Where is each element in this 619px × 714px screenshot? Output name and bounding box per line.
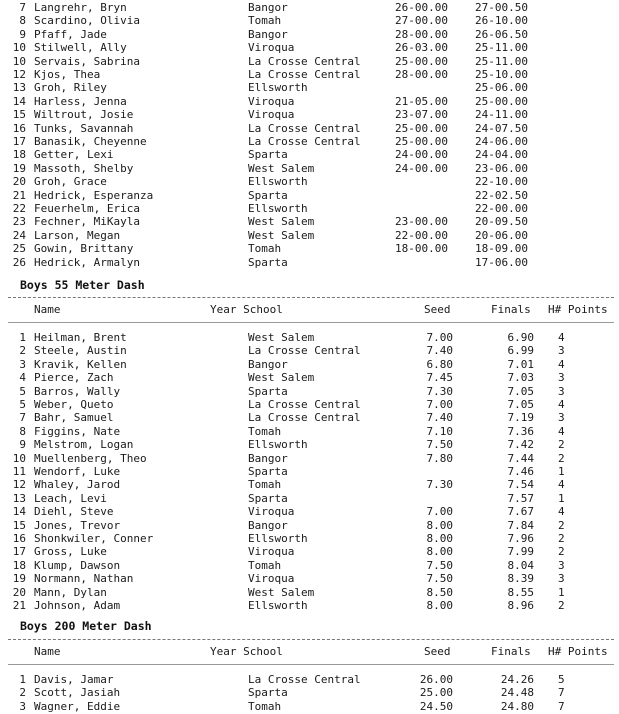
school-cell: Sparta — [248, 491, 288, 505]
seed-mark-cell: 22-00.00 — [395, 228, 448, 242]
table-row — [0, 148, 619, 161]
header-year-school: Year School — [210, 303, 283, 316]
final-time-cell: 8.39 — [507, 572, 534, 586]
table-row — [0, 411, 619, 424]
place-cell: 4 — [19, 371, 26, 385]
place-cell: 11 — [12, 465, 26, 478]
header-seed: Seed — [424, 645, 451, 658]
athlete-name-cell: Langrehr, Bryn — [34, 1, 127, 14]
heat-number-cell: 5 — [558, 673, 565, 686]
school-cell: Sparta — [248, 148, 288, 162]
final-time-cell: 7.96 — [507, 532, 534, 545]
school-cell: La Crosse Central — [248, 135, 361, 148]
seed-time-cell: 7.40 — [426, 344, 453, 358]
school-cell: Viroqua — [248, 572, 295, 586]
school-cell: Bangor — [248, 27, 288, 41]
final-time-cell: 7.67 — [507, 505, 534, 519]
heat-number-cell: 1 — [558, 465, 565, 478]
table-row — [0, 559, 619, 572]
place-cell: 14 — [12, 94, 26, 108]
final-time-cell: 6.99 — [507, 344, 534, 358]
school-cell: La Crosse Central — [248, 398, 361, 411]
school-cell: Tomah — [248, 558, 282, 572]
table-row — [0, 189, 619, 202]
final-mark-cell: 17-06.00 — [475, 255, 528, 269]
header-finals: Finals — [491, 303, 531, 316]
seed-mark-cell: 21-05.00 — [395, 94, 448, 108]
table-row — [0, 175, 619, 188]
table-row — [0, 425, 619, 438]
final-time-cell: 6.90 — [507, 331, 534, 344]
table-row — [0, 505, 619, 518]
final-time-cell: 7.05 — [507, 384, 534, 398]
table-row — [0, 599, 619, 612]
school-cell: Ellsworth — [248, 202, 308, 215]
header-rule-bottom — [8, 322, 614, 323]
final-mark-cell: 25-11.00 — [475, 41, 528, 55]
athlete-name-cell: Klump, Dawson — [34, 558, 121, 572]
table-row — [0, 478, 619, 491]
final-mark-cell: 23-06.00 — [475, 161, 528, 175]
place-cell: 16 — [12, 532, 26, 545]
seed-time-cell: 7.00 — [426, 331, 453, 344]
final-mark-cell: 22-02.50 — [475, 188, 528, 202]
athlete-name-cell: Banasik, Cheyenne — [34, 135, 147, 148]
place-cell: 10 — [12, 451, 26, 465]
header-rule-top — [8, 297, 614, 298]
school-cell: Ellsworth — [248, 81, 308, 95]
table-row — [0, 519, 619, 532]
table-row — [0, 673, 619, 686]
final-mark-cell: 20-09.50 — [475, 215, 528, 229]
heat-number-cell: 3 — [558, 384, 565, 398]
place-cell: 7 — [19, 411, 26, 425]
school-cell: Sparta — [248, 255, 288, 269]
seed-mark-cell: 26-03.00 — [395, 41, 448, 55]
final-time-cell: 24.26 — [500, 673, 534, 686]
place-cell: 19 — [12, 161, 26, 175]
athlete-name-cell: Servais, Sabrina — [34, 54, 140, 68]
table-row — [0, 14, 619, 27]
final-time-cell: 24.80 — [500, 699, 534, 713]
athlete-name-cell: Barros, Wally — [34, 384, 121, 398]
athlete-name-cell: Kravik, Kellen — [34, 357, 127, 371]
school-cell: Tomah — [248, 14, 282, 28]
athlete-name-cell: Steele, Austin — [34, 344, 127, 358]
school-cell: West Salem — [248, 371, 315, 385]
seed-mark-cell: 25-00.00 — [395, 54, 448, 68]
final-time-cell: 7.19 — [507, 411, 534, 425]
final-mark-cell: 26-10.00 — [475, 14, 528, 28]
table-row — [0, 55, 619, 68]
athlete-name-cell: Gowin, Brittany — [34, 242, 134, 256]
table-row — [0, 344, 619, 357]
place-cell: 18 — [12, 558, 26, 572]
final-time-cell: 7.57 — [507, 491, 534, 505]
place-cell: 26 — [12, 255, 26, 269]
heat-number-cell: 7 — [558, 686, 565, 700]
final-mark-cell: 24-06.00 — [475, 135, 528, 148]
athlete-name-cell: Bahr, Samuel — [34, 411, 114, 425]
seed-time-cell: 26.00 — [419, 673, 453, 686]
table-row — [0, 162, 619, 175]
table-row — [0, 41, 619, 54]
seed-time-cell: 8.00 — [426, 518, 453, 532]
seed-time-cell: 7.45 — [426, 371, 453, 385]
heat-number-cell: 7 — [558, 699, 565, 713]
table-row — [0, 385, 619, 398]
heat-number-cell: 1 — [558, 491, 565, 505]
athlete-name-cell: Whaley, Jarod — [34, 478, 121, 492]
place-cell: 24 — [12, 228, 26, 242]
header-heat-points: H# Points — [548, 645, 608, 658]
place-cell: 25 — [12, 242, 26, 256]
seed-time-cell: 8.00 — [426, 545, 453, 559]
athlete-name-cell: Muellenberg, Theo — [34, 451, 147, 465]
school-cell: Sparta — [248, 686, 288, 700]
header-name: Name — [34, 645, 61, 658]
place-cell: 5 — [19, 384, 26, 398]
school-cell: La Crosse Central — [248, 344, 361, 358]
final-time-cell: 7.36 — [507, 424, 534, 438]
table-row — [0, 108, 619, 121]
table-row — [0, 452, 619, 465]
school-cell: Sparta — [248, 384, 288, 398]
seed-mark-cell: 24-00.00 — [395, 161, 448, 175]
athlete-name-cell: Tunks, Savannah — [34, 121, 134, 135]
table-row — [0, 371, 619, 384]
final-mark-cell: 22-10.00 — [475, 175, 528, 189]
seed-time-cell: 8.00 — [426, 599, 453, 612]
seed-mark-cell: 26-00.00 — [395, 1, 448, 14]
school-cell: Viroqua — [248, 108, 295, 122]
athlete-name-cell: Davis, Jamar — [34, 673, 114, 686]
place-cell: 5 — [19, 398, 26, 411]
school-cell: West Salem — [248, 228, 315, 242]
table-row — [0, 532, 619, 545]
heat-number-cell: 2 — [558, 438, 565, 452]
table-row — [0, 229, 619, 242]
seed-time-cell: 7.30 — [426, 384, 453, 398]
table-row — [0, 398, 619, 411]
table-row — [0, 256, 619, 269]
school-cell: La Crosse Central — [248, 411, 361, 425]
place-cell: 8 — [19, 424, 26, 438]
heat-number-cell: 3 — [558, 344, 565, 358]
seed-time-cell: 7.80 — [426, 451, 453, 465]
athlete-name-cell: Larson, Megan — [34, 228, 121, 242]
athlete-name-cell: Hedrick, Esperanza — [34, 188, 154, 202]
final-mark-cell: 26-06.50 — [475, 27, 528, 41]
athlete-name-cell: Shonkwiler, Conner — [34, 532, 154, 545]
header-rule-bottom — [8, 664, 614, 665]
heat-number-cell: 2 — [558, 451, 565, 465]
seed-mark-cell: 28-00.00 — [395, 27, 448, 41]
place-cell: 13 — [12, 81, 26, 95]
athlete-name-cell: Heilman, Brent — [34, 331, 127, 344]
athlete-name-cell: Scardino, Olivia — [34, 14, 140, 28]
place-cell: 19 — [12, 572, 26, 586]
school-cell: Viroqua — [248, 545, 295, 559]
school-cell: Sparta — [248, 465, 288, 478]
school-cell: Tomah — [248, 242, 282, 256]
seed-mark-cell: 28-00.00 — [395, 68, 448, 81]
place-cell: 21 — [12, 188, 26, 202]
table-row — [0, 586, 619, 599]
seed-time-cell: 8.00 — [426, 532, 453, 545]
final-mark-cell: 25-11.00 — [475, 54, 528, 68]
seed-mark-cell: 18-00.00 — [395, 242, 448, 256]
table-row — [0, 465, 619, 478]
athlete-name-cell: Weber, Queto — [34, 398, 114, 411]
place-cell: 17 — [12, 545, 26, 559]
heat-number-cell: 4 — [558, 505, 565, 519]
table-row — [0, 700, 619, 713]
final-time-cell: 7.05 — [507, 398, 534, 411]
final-mark-cell: 25-10.00 — [475, 68, 528, 81]
final-time-cell: 7.54 — [507, 478, 534, 492]
athlete-name-cell: Pfaff, Jade — [34, 27, 107, 41]
heat-number-cell: 3 — [558, 411, 565, 425]
table-row — [0, 492, 619, 505]
heat-number-cell: 3 — [558, 572, 565, 586]
seed-mark-cell: 24-00.00 — [395, 148, 448, 162]
school-cell: West Salem — [248, 585, 315, 599]
seed-mark-cell: 23-00.00 — [395, 215, 448, 229]
seed-time-cell: 6.80 — [426, 357, 453, 371]
final-time-cell: 7.03 — [507, 371, 534, 385]
final-mark-cell: 25-00.00 — [475, 94, 528, 108]
athlete-name-cell: Gross, Luke — [34, 545, 107, 559]
heat-number-cell: 1 — [558, 585, 565, 599]
school-cell: La Crosse Central — [248, 54, 361, 68]
column-header-row — [0, 303, 619, 316]
heat-number-cell: 4 — [558, 357, 565, 371]
place-cell: 20 — [12, 585, 26, 599]
athlete-name-cell: Diehl, Steve — [34, 505, 114, 519]
heat-number-cell: 4 — [558, 398, 565, 411]
final-time-cell: 7.84 — [507, 518, 534, 532]
seed-mark-cell: 23-07.00 — [395, 108, 448, 122]
athlete-name-cell: Stilwell, Ally — [34, 41, 127, 55]
seed-time-cell: 7.30 — [426, 478, 453, 492]
school-cell: Bangor — [248, 1, 288, 14]
athlete-name-cell: Harless, Jenna — [34, 94, 127, 108]
school-cell: Viroqua — [248, 94, 295, 108]
place-cell: 15 — [12, 518, 26, 532]
school-cell: Ellsworth — [248, 438, 308, 452]
athlete-name-cell: Fechner, MiKayla — [34, 215, 140, 229]
place-cell: 15 — [12, 108, 26, 122]
place-cell: 2 — [19, 686, 26, 700]
athlete-name-cell: Mann, Dylan — [34, 585, 107, 599]
table-row — [0, 215, 619, 228]
seed-time-cell: 24.50 — [419, 699, 453, 713]
school-cell: Tomah — [248, 699, 282, 713]
athlete-name-cell: Figgins, Nate — [34, 424, 121, 438]
final-time-cell: 7.42 — [507, 438, 534, 452]
final-time-cell: 24.48 — [500, 686, 534, 700]
place-cell: 22 — [12, 202, 26, 215]
header-rule-top — [8, 639, 614, 640]
heat-number-cell: 4 — [558, 331, 565, 344]
heat-number-cell: 2 — [558, 532, 565, 545]
athlete-name-cell: Groh, Grace — [34, 175, 107, 189]
section-title-boys-200m: Boys 200 Meter Dash — [20, 619, 152, 633]
place-cell: 16 — [12, 121, 26, 135]
place-cell: 21 — [12, 599, 26, 612]
school-cell: Viroqua — [248, 41, 295, 55]
table-row — [0, 438, 619, 451]
seed-time-cell: 7.10 — [426, 424, 453, 438]
athlete-name-cell: Melstrom, Logan — [34, 438, 134, 452]
final-mark-cell: 18-09.00 — [475, 242, 528, 256]
place-cell: 1 — [19, 673, 26, 686]
place-cell: 13 — [12, 491, 26, 505]
school-cell: Ellsworth — [248, 175, 308, 189]
place-cell: 8 — [19, 14, 26, 28]
heat-number-cell: 3 — [558, 558, 565, 572]
athlete-name-cell: Hedrick, Armalyn — [34, 255, 140, 269]
final-time-cell: 7.99 — [507, 545, 534, 559]
seed-time-cell: 25.00 — [419, 686, 453, 700]
athlete-name-cell: Groh, Riley — [34, 81, 107, 95]
place-cell: 10 — [12, 54, 26, 68]
final-mark-cell: 24-04.00 — [475, 148, 528, 162]
seed-time-cell: 7.00 — [426, 505, 453, 519]
table-row — [0, 122, 619, 135]
school-cell: West Salem — [248, 161, 315, 175]
school-cell: Sparta — [248, 188, 288, 202]
final-mark-cell: 27-00.50 — [475, 1, 528, 14]
final-time-cell: 8.96 — [507, 599, 534, 612]
place-cell: 23 — [12, 215, 26, 229]
table-row — [0, 68, 619, 81]
place-cell: 3 — [19, 699, 26, 713]
athlete-name-cell: Massoth, Shelby — [34, 161, 134, 175]
final-mark-cell: 22-00.00 — [475, 202, 528, 215]
section-title-boys-55m: Boys 55 Meter Dash — [20, 278, 145, 292]
athlete-name-cell: Jones, Trevor — [34, 518, 121, 532]
header-year-school: Year School — [210, 645, 283, 658]
place-cell: 20 — [12, 175, 26, 189]
school-cell: Bangor — [248, 451, 288, 465]
header-heat-points: H# Points — [548, 303, 608, 316]
table-row — [0, 135, 619, 148]
final-time-cell: 7.01 — [507, 357, 534, 371]
seed-time-cell: 7.50 — [426, 572, 453, 586]
seed-time-cell: 8.50 — [426, 585, 453, 599]
heat-number-cell: 2 — [558, 518, 565, 532]
table-row — [0, 545, 619, 558]
header-finals: Finals — [491, 645, 531, 658]
column-header-row — [0, 645, 619, 658]
heat-number-cell: 2 — [558, 545, 565, 559]
table-row — [0, 202, 619, 215]
heat-number-cell: 2 — [558, 599, 565, 612]
final-mark-cell: 24-11.00 — [475, 108, 528, 122]
seed-time-cell: 7.40 — [426, 411, 453, 425]
school-cell: Bangor — [248, 357, 288, 371]
athlete-name-cell: Kjos, Thea — [34, 68, 101, 81]
athlete-name-cell: Normann, Nathan — [34, 572, 134, 586]
place-cell: 7 — [19, 1, 26, 14]
final-time-cell: 7.44 — [507, 451, 534, 465]
place-cell: 1 — [19, 331, 26, 344]
place-cell: 17 — [12, 135, 26, 148]
table-row — [0, 331, 619, 344]
school-cell: Tomah — [248, 478, 282, 492]
place-cell: 14 — [12, 505, 26, 519]
school-cell: La Crosse Central — [248, 673, 361, 686]
seed-mark-cell: 25-00.00 — [395, 121, 448, 135]
athlete-name-cell: Getter, Lexi — [34, 148, 114, 162]
school-cell: Tomah — [248, 424, 282, 438]
place-cell: 12 — [12, 68, 26, 81]
table-row — [0, 28, 619, 41]
athlete-name-cell: Wiltrout, Josie — [34, 108, 134, 122]
table-row — [0, 242, 619, 255]
place-cell: 18 — [12, 148, 26, 162]
school-cell: La Crosse Central — [248, 68, 361, 81]
table-row — [0, 572, 619, 585]
athlete-name-cell: Scott, Jasiah — [34, 686, 121, 700]
header-name: Name — [34, 303, 61, 316]
place-cell: 12 — [12, 478, 26, 492]
heat-number-cell: 3 — [558, 371, 565, 385]
school-cell: Ellsworth — [248, 599, 308, 612]
final-mark-cell: 25-06.00 — [475, 81, 528, 95]
place-cell: 3 — [19, 357, 26, 371]
table-row — [0, 81, 619, 94]
place-cell: 10 — [12, 41, 26, 55]
table-row — [0, 686, 619, 699]
table-row — [0, 95, 619, 108]
school-cell: La Crosse Central — [248, 121, 361, 135]
heat-number-cell: 4 — [558, 424, 565, 438]
place-cell: 2 — [19, 344, 26, 358]
table-row — [0, 1, 619, 14]
athlete-name-cell: Wendorf, Luke — [34, 465, 121, 478]
seed-time-cell: 7.50 — [426, 438, 453, 452]
athlete-name-cell: Wagner, Eddie — [34, 699, 121, 713]
school-cell: West Salem — [248, 331, 315, 344]
seed-mark-cell: 25-00.00 — [395, 135, 448, 148]
school-cell: Viroqua — [248, 505, 295, 519]
table-row — [0, 358, 619, 371]
athlete-name-cell: Pierce, Zach — [34, 371, 114, 385]
place-cell: 9 — [19, 438, 26, 452]
school-cell: Ellsworth — [248, 532, 308, 545]
athlete-name-cell: Leach, Levi — [34, 491, 107, 505]
final-mark-cell: 20-06.00 — [475, 228, 528, 242]
heat-number-cell: 4 — [558, 478, 565, 492]
seed-time-cell: 7.50 — [426, 558, 453, 572]
header-seed: Seed — [424, 303, 451, 316]
seed-mark-cell: 27-00.00 — [395, 14, 448, 28]
school-cell: Bangor — [248, 518, 288, 532]
place-cell: 9 — [19, 27, 26, 41]
final-time-cell: 8.55 — [507, 585, 534, 599]
final-time-cell: 7.46 — [507, 465, 534, 478]
school-cell: West Salem — [248, 215, 315, 229]
athlete-name-cell: Feuerhelm, Erica — [34, 202, 140, 215]
final-time-cell: 8.04 — [507, 558, 534, 572]
athlete-name-cell: Johnson, Adam — [34, 599, 121, 612]
final-mark-cell: 24-07.50 — [475, 121, 528, 135]
seed-time-cell: 7.00 — [426, 398, 453, 411]
